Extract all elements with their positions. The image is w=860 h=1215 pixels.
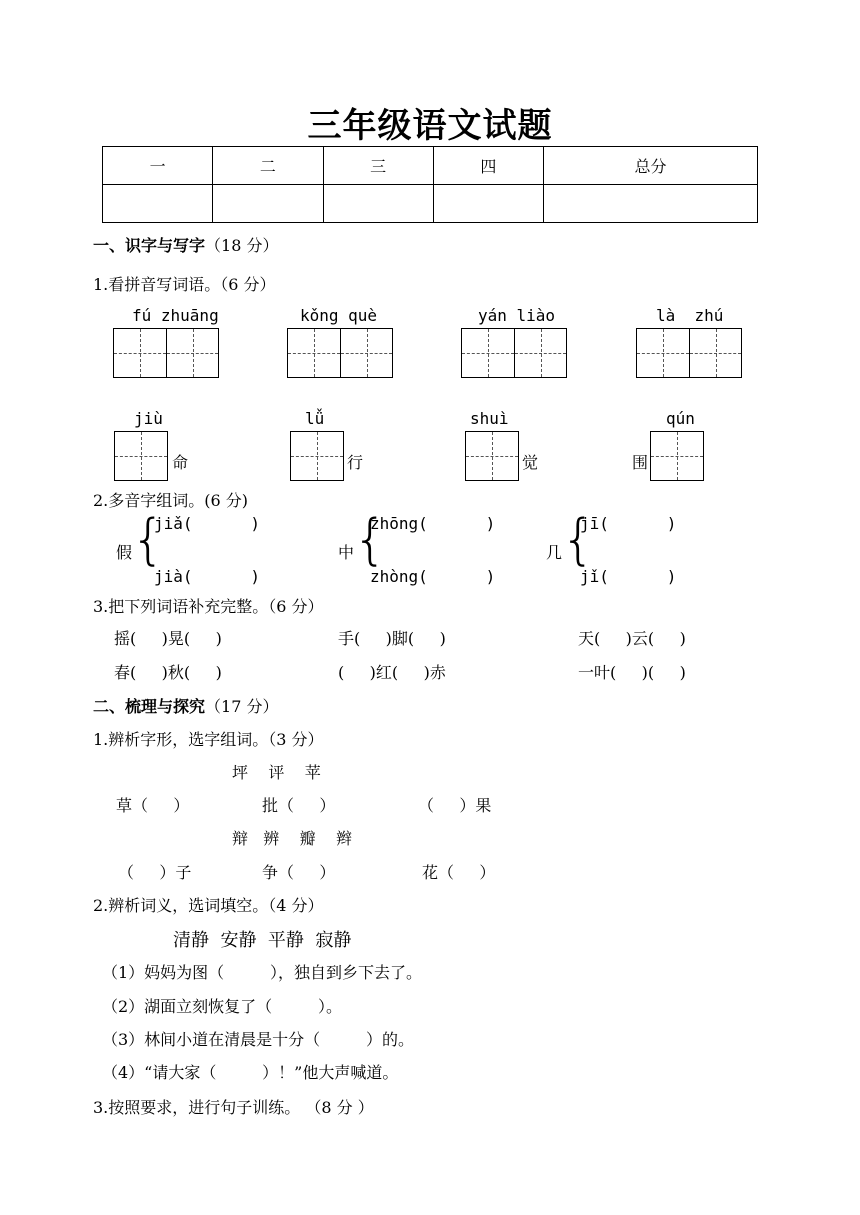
q3-item-6: 一叶( )( ) — [578, 663, 686, 682]
q1-row2-grid-2[interactable] — [290, 431, 344, 481]
q2-char-2: 中 — [338, 543, 355, 562]
q1-pinyin-4: là zhú — [656, 306, 724, 325]
s2q1-line1-item-3: （ ）果 — [418, 796, 492, 815]
q3-item-3: 天( )云( ) — [578, 629, 686, 648]
s2q2-heading: 2.辨析词义，选词填空。（4 分） — [93, 896, 324, 915]
q1-row2-grid-1[interactable] — [114, 431, 168, 481]
q1-row2-pinyin-3: shuì — [470, 409, 509, 428]
s2q2-item-4: （4）“请大家（ ）！”他大声喊道。 — [102, 1063, 399, 1082]
q1-pinyin-3: yán liào — [478, 306, 556, 325]
q1-writing-grid-2[interactable] — [287, 328, 393, 378]
q1-writing-grid-4[interactable] — [636, 328, 742, 378]
q3-heading: 3.把下列词语补充完整。（6 分） — [93, 597, 324, 616]
score-header-4: 四 — [433, 147, 543, 185]
section-1-title: 一、识字与写字 — [93, 236, 206, 255]
section-1-points: （18 分） — [205, 236, 279, 255]
q3-item-5: ( )红( )赤 — [338, 663, 446, 682]
s2q1-line2-item-2: 争（ ） — [262, 863, 336, 882]
q3-item-4: 春( )秋( ) — [114, 663, 222, 682]
q2-heading: 2.多音字组词。(6 分) — [93, 491, 249, 510]
q1-pinyin-1: fú zhuāng — [132, 306, 219, 325]
page-title: 三年级语文试题 — [307, 106, 553, 146]
q1-row2-char-2: 行 — [347, 453, 364, 472]
s2q2-item-1: （1）妈妈为图（ ），独自到乡下去了。 — [102, 963, 422, 982]
q2-char-1: 假 — [116, 543, 133, 562]
q1-heading: 1.看拼音写词语。（6 分） — [93, 275, 276, 294]
q2-bottom-3: jǐ( ) — [580, 567, 677, 586]
q3-item-1: 摇( )晃( ) — [114, 629, 222, 648]
s2q3-heading: 3.按照要求，进行句子训练。 （8 分 ） — [93, 1098, 374, 1117]
s2q1-char-options-2: 辩 辨 瓣 辫 — [232, 829, 352, 848]
section-2-heading — [93, 694, 278, 717]
s2q2-item-2: （2）湖面立刻恢复了（ ）。 — [102, 997, 342, 1016]
q1-row2-grid-3[interactable] — [465, 431, 519, 481]
section-2-points: （17 分） — [205, 697, 279, 716]
q1-row2-char-3: 觉 — [522, 453, 539, 472]
s2q1-line2-item-3: 花（ ） — [422, 863, 496, 882]
s2q1-line2-item-1: （ ）子 — [118, 863, 192, 882]
q1-writing-grid-3[interactable] — [461, 328, 567, 378]
q2-brace-3: { — [561, 508, 596, 571]
q2-top-1: jiǎ( ) — [154, 514, 260, 533]
q1-row2-pinyin-2: lǚ — [305, 409, 325, 428]
q2-brace-2: { — [353, 508, 388, 571]
section-2-title: 二、梳理与探究 — [93, 697, 206, 716]
s2q1-line1-item-2: 批（ ） — [262, 796, 336, 815]
score-cell-total[interactable] — [544, 185, 758, 223]
score-cell-1[interactable] — [103, 185, 213, 223]
q1-row2-pinyin-1: jiù — [134, 409, 163, 428]
q2-brace-1: { — [131, 508, 166, 571]
q1-row2-char-1: 命 — [172, 453, 189, 472]
score-table-header-row — [103, 147, 758, 185]
s2q2-item-3: （3）林间小道在清晨是十分（ ）的。 — [102, 1030, 414, 1049]
score-header-3: 三 — [323, 147, 433, 185]
q2-bottom-2: zhòng( ) — [370, 567, 496, 586]
section-1-heading — [93, 233, 278, 256]
q1-writing-grid-1[interactable] — [113, 328, 219, 378]
score-table-entry-row — [103, 185, 758, 223]
score-header-total: 总分 — [544, 147, 758, 185]
q2-char-3: 几 — [546, 543, 563, 562]
q1-pinyin-2: kǒng què — [300, 306, 378, 325]
q2-top-2: zhōng( ) — [370, 514, 496, 533]
score-cell-2[interactable] — [213, 185, 323, 223]
score-cell-4[interactable] — [433, 185, 543, 223]
q1-row2-pinyin-4: qún — [666, 409, 695, 428]
q2-bottom-1: jià( ) — [154, 567, 260, 586]
q2-top-3: jī( ) — [580, 514, 677, 533]
q3-item-2: 手( )脚( ) — [338, 629, 446, 648]
s2q1-heading: 1.辨析字形，选字组词。（3 分） — [93, 730, 324, 749]
s2q1-char-options-1: 坪 评 苹 — [232, 763, 321, 782]
score-header-2: 二 — [213, 147, 323, 185]
score-table — [102, 146, 758, 223]
s2q1-line1-item-1: 草（ ） — [116, 796, 190, 815]
q1-row2-grid-4[interactable] — [650, 431, 704, 481]
q1-row2-char-4: 围 — [632, 453, 649, 472]
score-cell-3[interactable] — [323, 185, 433, 223]
s2q2-word-options: 清静 安静 平静 寂静 — [173, 930, 352, 951]
score-header-1: 一 — [103, 147, 213, 185]
